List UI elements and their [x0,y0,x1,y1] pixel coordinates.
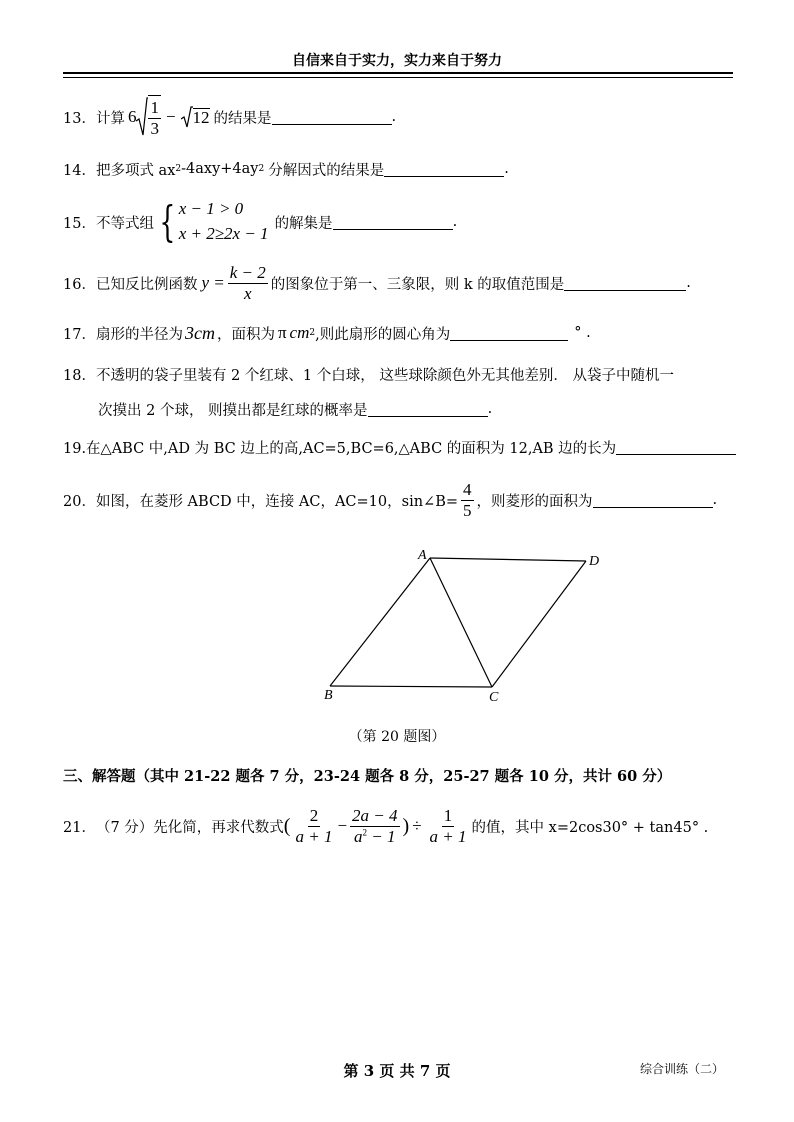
question-17 [63,322,591,344]
period: . [686,275,691,291]
answer-blank[interactable] [616,440,736,455]
function-lhs: y = [201,273,225,292]
question-14 [63,158,509,180]
fraction-2 [350,806,399,846]
question-number: 18． [63,367,96,384]
question-number: 21． [63,819,96,836]
side-cd [492,561,586,687]
coefficient: 6 [127,107,137,126]
question-number: 14． [63,162,96,179]
question-text: 19.在△ABC 中,AD 为 BC 边上的高,AC=5,BC=6,△ABC 的面积为 12,AB 边的长为 [63,440,617,457]
radius-value: 3cm [184,322,215,343]
fraction-numerator: 4 [463,479,472,499]
question-13 [63,95,396,139]
fraction-denominator: a + 1 [429,826,467,846]
question-text: 的解集是 [274,215,333,232]
question-18-line-1 [63,363,674,385]
denominator-rest: − 1 [367,826,396,846]
period: . [452,214,458,230]
degree-mark: ° . [574,325,591,341]
question-text: ，则菱形的面积为 [476,493,593,510]
fraction-numerator: 1 [443,805,453,825]
period: . [504,161,509,177]
question-text: 的结果是 [213,110,272,127]
question-text: 计算 [95,110,125,127]
side-bc [330,686,492,687]
function-fraction [228,263,268,303]
answer-blank[interactable] [593,493,713,508]
fraction-denominator: 5 [463,500,472,520]
answer-blank[interactable] [450,326,568,341]
exponent: 2 [362,826,368,837]
radical-sign-2 [181,106,193,128]
divide-sign: ÷ [412,816,422,835]
question-text: 扇形的半径为 [95,326,183,343]
question-number: 20． [63,493,96,510]
radicand: 12 [192,107,210,127]
fraction-numerator: 2 [309,805,319,825]
label-d: D [589,554,600,569]
exponent: 2 [175,164,182,174]
question-number: 13． [63,110,96,127]
fraction-3 [428,806,469,846]
question-number: 16． [63,276,96,293]
diagonal-ac [430,558,492,687]
brace-icon: { [159,197,176,246]
question-text: 不等式组 [95,215,154,232]
question-21 [63,802,708,850]
question-text: （7 分）先化简，再求代数式 [95,819,284,836]
inequality-system [154,197,269,246]
question-number: 15． [63,215,96,232]
fraction-denominator: x [243,283,252,303]
question-number: 17． [63,326,96,343]
label-b: B [324,688,333,703]
minus-sign: − [337,816,348,835]
label-c: C [489,690,499,705]
minus-sign: − [165,107,176,126]
exponent: 2 [258,164,265,174]
answer-blank[interactable] [272,110,392,125]
header-rule-thick [63,72,733,74]
answer-blank[interactable] [384,162,504,177]
section-heading: 三、解答题（其中 21-22 题各 7 分，23-24 题各 8 分，25-27 题各 10 分，共计 60 分） [63,768,672,785]
area-unit: cm [289,323,310,342]
answer-blank[interactable] [333,215,453,230]
rhombus-figure [300,540,620,715]
side-ab [330,558,430,686]
fraction-numerator: 2a − 4 [352,805,398,825]
side-ad [430,558,586,561]
exponent: 2 [309,328,316,338]
inequality-2: x + 2≥2x − 1 [178,224,269,243]
question-text: 已知反比例函数 [95,276,198,293]
question-text: -4axy+4ay [181,161,259,177]
question-text: 不透明的袋子里装有 2 个红球、1 个白球， 这些球除颜色外无其他差别． 从袋子中随机一 [95,367,674,384]
figure-caption: （第 20 题图） [348,729,446,745]
right-paren: ) [402,814,410,837]
denominator-base: a [354,826,363,846]
question-16 [63,261,691,305]
fraction-numerator: 1 [150,98,159,118]
answer-blank[interactable] [564,276,686,291]
answer-blank[interactable] [368,402,488,417]
question-text: 的图象位于第一、三象限，则 k 的取值范围是 [270,276,565,293]
question-20 [63,477,717,523]
paper-title: 综合训练（二） [640,1062,725,1076]
question-15 [63,197,457,247]
question-text: 如图，在菱形 ABCD 中，连接 AC，AC=10，sin∠B= [95,493,458,510]
question-text: ,则此扇形的圆心角为 [315,326,451,343]
fraction-1 [293,806,334,846]
inequality-1: x − 1 > 0 [178,199,244,219]
left-paren: ( [283,814,291,837]
pi-symbol: π [277,323,287,342]
period: . [391,109,397,125]
question-18-line-2 [98,398,492,420]
radical-fraction [148,95,161,138]
period: . [487,401,493,417]
header-rule-thin [63,77,733,78]
fraction-denominator: 3 [150,119,159,138]
question-text: 把多项式 ax [95,162,176,179]
label-a: A [418,548,427,563]
question-text: 分解因式的结果是 [268,162,385,179]
fraction-numerator: k − 2 [229,262,266,282]
radical-sign [136,97,148,137]
question-text: 的值，其中 x=2cos30° + tan45° . [471,819,709,836]
period: . [712,492,718,508]
fraction-denominator: a + 1 [295,826,333,846]
page-header: 自信来自于实力，实力来自于努力 [292,53,502,69]
question-text: ，面积为 [216,326,275,343]
page-number: 第 3 页 共 7 页 [343,1062,451,1080]
sine-fraction [461,480,474,520]
question-text: 次摸出 2 个球， 则摸出都是红球的概率是 [98,402,368,419]
question-19 [63,436,736,458]
